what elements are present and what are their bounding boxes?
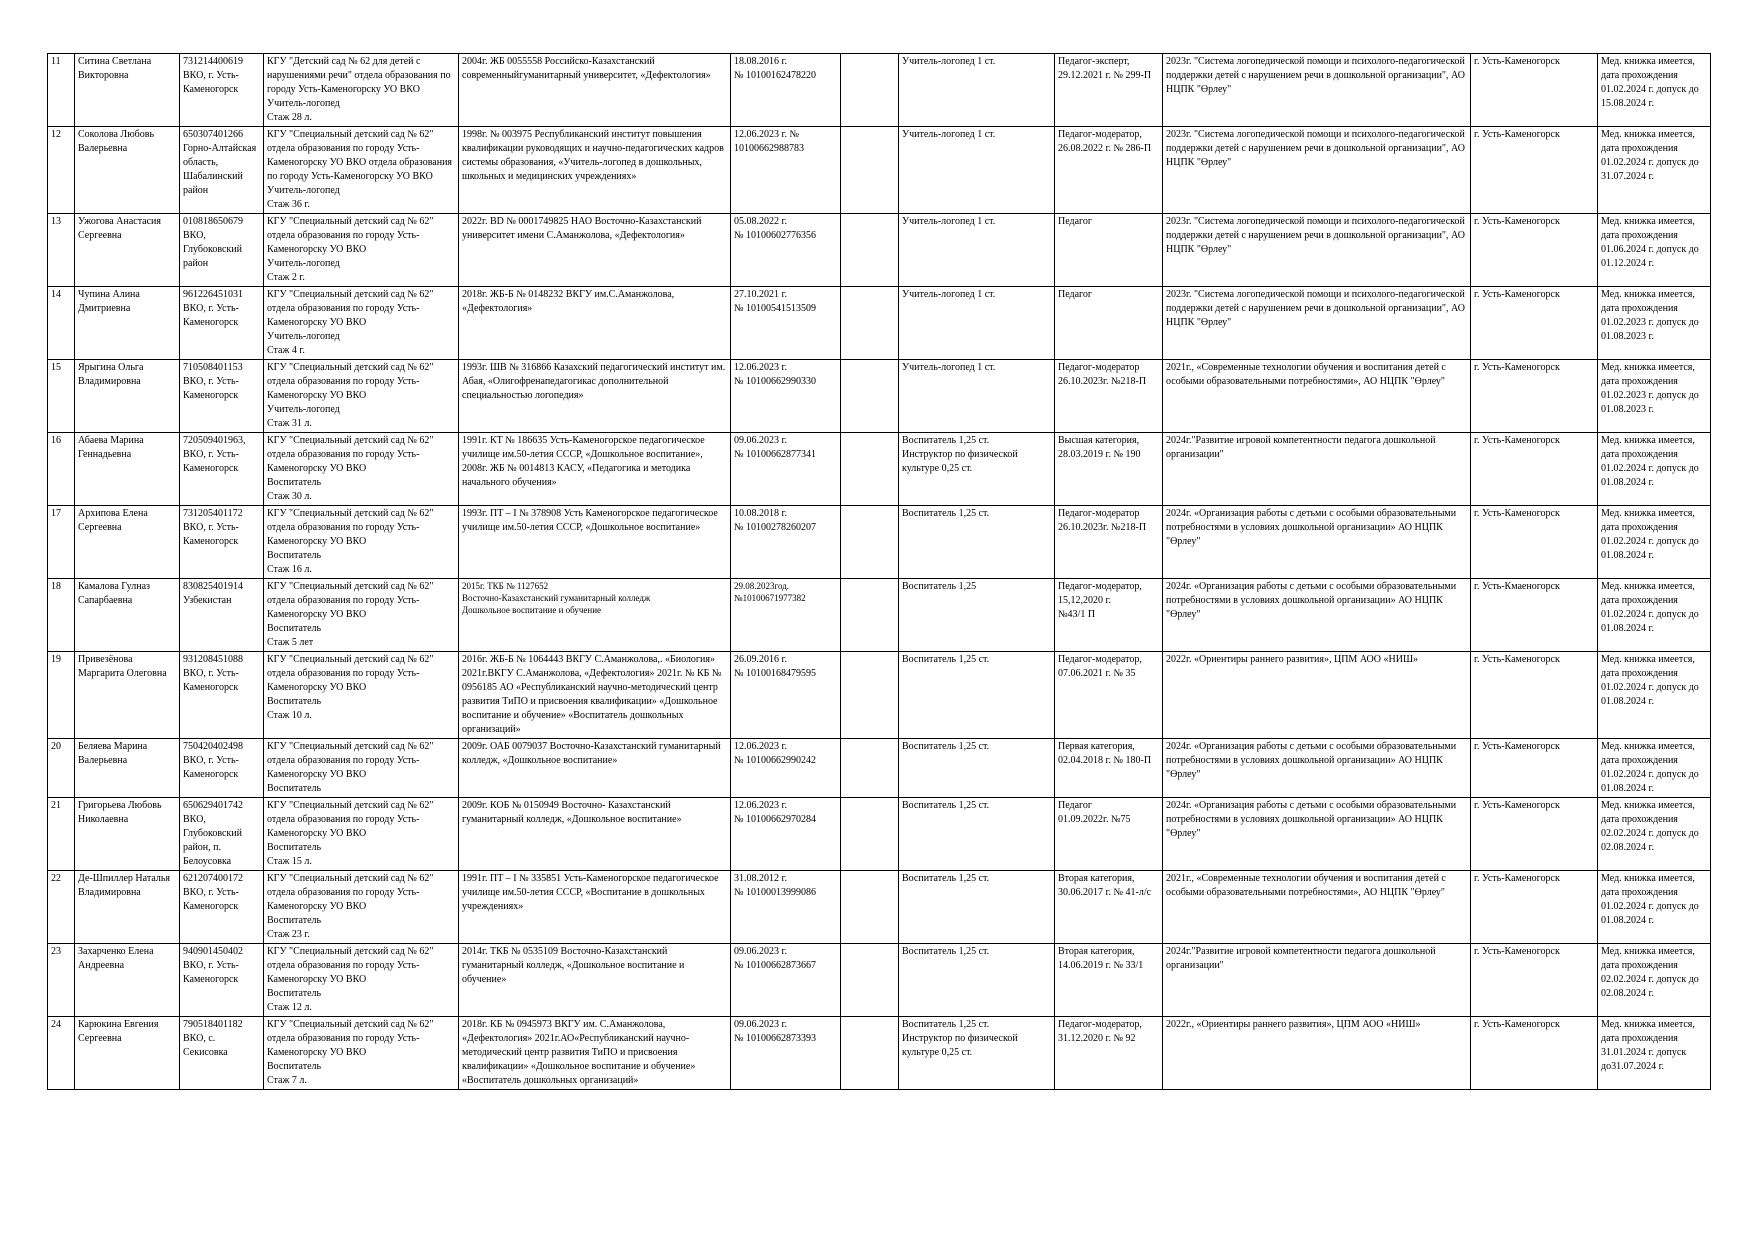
workplace-position-experience: КГУ "Специальный детский сад № 62" отдела образования по городу Усть-Каменогорску УО ВКО Воспитатель Стаж 10 л.: [264, 652, 459, 739]
education-diploma: 2022г. BD № 0001749825 НАО Восточно-Казахстанский университет имени С.Аманжолова, «Дефектология»: [459, 214, 731, 287]
professional-courses: 2022г. «Ориентиры раннего развития», ЦПМ АОО «НИШ»: [1163, 652, 1471, 739]
qualification-category: Педагог-модератор, 26.08.2022 г. № 286-П: [1055, 127, 1163, 214]
medical-book: Мед. книжка имеется, дата прохождения 01.02.2024 г. допуск до 01.08.2024 г.: [1598, 506, 1711, 579]
workplace-position-experience: КГУ "Специальный детский сад № 62" отдела образования по городу Усть-Каменогорску УО ВКО Воспитатель Стаж 16 л.: [264, 506, 459, 579]
education-diploma: 1993г. ПТ – I № 378908 Усть Каменогорское педагогическое училище им.50-летия СССР, «Дошкольное воспитание»: [459, 506, 731, 579]
empty-cell: [841, 739, 899, 798]
workplace-position-experience: КГУ "Специальный детский сад № 62" отдела образования по городу Усть-Каменогорску УО ВКО Воспитатель Стаж 12 л.: [264, 944, 459, 1017]
iin-birthplace: 940901450402 ВКО, г. Усть-Каменогорск: [180, 944, 264, 1017]
education-diploma: 2018г. КБ № 0945973 ВКГУ им. С.Аманжолова, «Дефектология» 2021г.АО«Республиканский научно-методический центр развития ТиПО и присвоения квалификации» «Дошкольное воспитание и обучение» «Воспитатель дошкольных организаций»: [459, 1017, 731, 1090]
empty-cell: [841, 433, 899, 506]
workplace-position-experience: КГУ "Специальный детский сад № 62" отдела образования по городу Усть-Каменогорску УО ВКО Воспитатель Стаж 23 г.: [264, 871, 459, 944]
professional-courses: 2024г. «Организация работы с детьми с особыми образовательными потребностями в условиях дошкольной организации» АО НЦПК "Өрлеу": [1163, 579, 1471, 652]
certificate-number: 12.06.2023 г. № 10100662988783: [731, 127, 841, 214]
table-row: [48, 54, 1711, 127]
iin-birthplace: 830825401914 Узбекистан: [180, 579, 264, 652]
workplace-position-experience: КГУ "Специальный детский сад № 62" отдела образования по городу Усть-Каменогорску УО ВКО Учитель-логопед Стаж 31 л.: [264, 360, 459, 433]
table-row: [48, 127, 1711, 214]
empty-cell: [841, 360, 899, 433]
employee-name: Григорьева Любовь Николаевна: [75, 798, 180, 871]
row-number: 23: [48, 944, 75, 1017]
table-row: [48, 798, 1711, 871]
table-row: [48, 579, 1711, 652]
employee-name: Чупина Алина Дмитриевна: [75, 287, 180, 360]
staff-rate: Воспитатель 1,25 ст. Инструктор по физической культуре 0,25 ст.: [899, 433, 1055, 506]
staff-rate: Учитель-логопед 1 ст.: [899, 287, 1055, 360]
empty-cell: [841, 287, 899, 360]
staff-rate: Воспитатель 1,25 ст.: [899, 739, 1055, 798]
medical-book: Мед. книжка имеется, дата прохождения 01.02.2024 г. допуск до 15.08.2024 г.: [1598, 54, 1711, 127]
certificate-number: 18.08.2016 г. № 10100162478220: [731, 54, 841, 127]
city: г. Усть-Каменогорск: [1471, 739, 1598, 798]
qualification-category: Первая категория, 02.04.2018 г. № 180-П: [1055, 739, 1163, 798]
row-number: 14: [48, 287, 75, 360]
staff-rate: Учитель-логопед 1 ст.: [899, 127, 1055, 214]
row-number: 24: [48, 1017, 75, 1090]
certificate-number: 27.10.2021 г. № 10100541513509: [731, 287, 841, 360]
row-number: 21: [48, 798, 75, 871]
professional-courses: 2023г. "Система логопедической помощи и психолого-педагогической поддержки детей с нарушением речи в дошкольной организации", АО НЦПК "Өрлеу": [1163, 287, 1471, 360]
qualification-category: Педагог-модератор, 07.06.2021 г. № 35: [1055, 652, 1163, 739]
certificate-number: 12.06.2023 г. № 10100662990330: [731, 360, 841, 433]
education-diploma: 2018г. ЖБ-Б № 0148232 ВКГУ им.С.Аманжолова, «Дефектология»: [459, 287, 731, 360]
row-number: 18: [48, 579, 75, 652]
empty-cell: [841, 54, 899, 127]
employee-name: Ситина Светлана Викторовна: [75, 54, 180, 127]
certificate-number: 09.06.2023 г. № 10100662873393: [731, 1017, 841, 1090]
empty-cell: [841, 1017, 899, 1090]
city: г. Усть-Каменогорск: [1471, 798, 1598, 871]
education-diploma: 1991г. КТ № 186635 Усть-Каменогорское педагогическое училище им.50-летия СССР, «Дошкольное воспитание», 2008г. ЖБ № 0014813 КАСУ, «Педагогика и методика начального обучения»: [459, 433, 731, 506]
certificate-number: 09.06.2023 г. № 10100662877341: [731, 433, 841, 506]
certificate-number: 31.08.2012 г. № 10100013999086: [731, 871, 841, 944]
workplace-position-experience: КГУ "Специальный детский сад № 62" отдела образования по городу Усть-Каменогорску УО ВКО Воспитатель: [264, 739, 459, 798]
city: г. Усть-Каменогорск: [1471, 127, 1598, 214]
medical-book: Мед. книжка имеется, дата прохождения 31.01.2024 г. допуск до31.07.2024 г.: [1598, 1017, 1711, 1090]
workplace-position-experience: КГУ "Специальный детский сад № 62" отдела образования по городу Усть-Каменогорску УО ВКО Учитель-логопед Стаж 4 г.: [264, 287, 459, 360]
professional-courses: 2024г."Развитие игровой компетентности педагога дошкольной организации": [1163, 433, 1471, 506]
city: г. Усть-Каменогорск: [1471, 360, 1598, 433]
education-diploma: 2009г. ОАБ 0079037 Восточно-Казахстанский гуманитарный колледж, «Дошкольное воспитание»: [459, 739, 731, 798]
certificate-number: 09.06.2023 г. № 10100662873667: [731, 944, 841, 1017]
qualification-category: Педагог: [1055, 214, 1163, 287]
professional-courses: 2021г., «Современные технологии обучения и воспитания детей с особыми образовательными потребностями», АО НЦПК "Өрлеу": [1163, 360, 1471, 433]
medical-book: Мед. книжка имеется, дата прохождения 01.02.2024 г. допуск до 01.08.2024 г.: [1598, 739, 1711, 798]
empty-cell: [841, 652, 899, 739]
professional-courses: 2021г., «Современные технологии обучения и воспитания детей с особыми образовательными потребностями», АО НЦПК "Өрлеу": [1163, 871, 1471, 944]
professional-courses: 2024г."Развитие игровой компетентности педагога дошкольной организации": [1163, 944, 1471, 1017]
qualification-category: Вторая категория, 14.06.2019 г. № 33/1: [1055, 944, 1163, 1017]
qualification-category: Педагог-модератор 26.10.2023г. №218-П: [1055, 506, 1163, 579]
row-number: 19: [48, 652, 75, 739]
medical-book: Мед. книжка имеется, дата прохождения 01.02.2024 г. допуск до 31.07.2024 г.: [1598, 127, 1711, 214]
staff-table-body: [48, 54, 1711, 1090]
empty-cell: [841, 506, 899, 579]
empty-cell: [841, 127, 899, 214]
workplace-position-experience: КГУ "Специальный детский сад № 62" отдела образования по городу Усть-Каменогорску УО ВКО Воспитатель Стаж 30 л.: [264, 433, 459, 506]
qualification-category: Педагог: [1055, 287, 1163, 360]
certificate-number: 29.08.2023год. №10100671977382: [731, 579, 841, 652]
iin-birthplace: 650307401266 Горно-Алтайская область, Шабалинский район: [180, 127, 264, 214]
iin-birthplace: 010818650679 ВКО, Глубоковский район: [180, 214, 264, 287]
education-diploma: 2014г. ТКБ № 0535109 Восточно-Казахстанский гуманитарный колледж, «Дошкольное воспитание и обучение»: [459, 944, 731, 1017]
workplace-position-experience: КГУ "Специальный детский сад № 62" отдела образования по городу Усть-Каменогорску УО ВКО Воспитатель Стаж 5 лет: [264, 579, 459, 652]
certificate-number: 12.06.2023 г. № 10100662990242: [731, 739, 841, 798]
table-row: [48, 739, 1711, 798]
education-diploma: 2016г. ЖБ-Б № 1064443 ВКГУ С.Аманжолова,. «Биология» 2021г.ВКГУ С.Аманжолова, «Дефектология» 2021г. № КБ № 0956185 АО «Республиканский научно-методический центр развития ТиПО и присвоения квалификации» «Дошкольное воспитание и обучение» «Воспитатель дошкольных организаций»: [459, 652, 731, 739]
staff-rate: Учитель-логопед 1 ст.: [899, 360, 1055, 433]
certificate-number: 10.08.2018 г. № 10100278260207: [731, 506, 841, 579]
city: г. Усть-Кмаеногорск: [1471, 579, 1598, 652]
iin-birthplace: 731205401172 ВКО, г. Усть-Каменогорск: [180, 506, 264, 579]
qualification-category: Педагог-модератор, 15,12,2020 г. №43/1 П: [1055, 579, 1163, 652]
staff-rate: Учитель-логопед 1 ст.: [899, 214, 1055, 287]
row-number: 20: [48, 739, 75, 798]
medical-book: Мед. книжка имеется, дата прохождения 01.06.2024 г. допуск до 01.12.2024 г.: [1598, 214, 1711, 287]
empty-cell: [841, 798, 899, 871]
certificate-number: 26.09.2016 г. № 10100168479595: [731, 652, 841, 739]
professional-courses: 2024г. «Организация работы с детьми с особыми образовательными потребностями в условиях дошкольной организации» АО НЦПК "Өрлеу": [1163, 798, 1471, 871]
row-number: 11: [48, 54, 75, 127]
employee-name: Ярыгина Ольга Владимировна: [75, 360, 180, 433]
employee-name: Карюкина Евгения Сергеевна: [75, 1017, 180, 1090]
table-row: [48, 360, 1711, 433]
workplace-position-experience: КГУ "Специальный детский сад № 62" отдела образования по городу Усть-Каменогорску УО ВКО отдела образования по городу Усть-Каменогорску УО ВКО Учитель-логопед Стаж 36 г.: [264, 127, 459, 214]
city: г. Усть-Каменогорск: [1471, 652, 1598, 739]
empty-cell: [841, 214, 899, 287]
certificate-number: 05.08.2022 г. № 10100602776356: [731, 214, 841, 287]
employee-name: Захарченко Елена Андреевна: [75, 944, 180, 1017]
medical-book: Мед. книжка имеется, дата прохождения 01.02.2024 г. допуск до 01.08.2024 г.: [1598, 433, 1711, 506]
staff-rate: Воспитатель 1,25 ст. Инструктор по физической культуре 0,25 ст.: [899, 1017, 1055, 1090]
city: г. Усть-Каменогорск: [1471, 287, 1598, 360]
staff-rate: Воспитатель 1,25 ст.: [899, 652, 1055, 739]
city: г. Усть-Каменогорск: [1471, 433, 1598, 506]
row-number: 22: [48, 871, 75, 944]
employee-name: Соколова Любовь Валерьевна: [75, 127, 180, 214]
workplace-position-experience: КГУ "Детский сад № 62 для детей с нарушениями речи" отдела образования по городу Усть-Каменогорску УО ВКО Учитель-логопед Стаж 28 л.: [264, 54, 459, 127]
iin-birthplace: 731214400619 ВКО, г. Усть-Каменогорск: [180, 54, 264, 127]
empty-cell: [841, 871, 899, 944]
education-diploma: 1991г. ПТ – I № 335851 Усть-Каменогорское педагогическое училище им.50-летия СССР, «Воспитание в дошкольных учреждениях»: [459, 871, 731, 944]
medical-book: Мед. книжка имеется, дата прохождения 02.02.2024 г. допуск до 02.08.2024 г.: [1598, 944, 1711, 1017]
table-row: [48, 214, 1711, 287]
city: г. Усть-Каменогорск: [1471, 944, 1598, 1017]
staff-rate: Воспитатель 1,25: [899, 579, 1055, 652]
row-number: 16: [48, 433, 75, 506]
iin-birthplace: 720509401963, ВКО, г. Усть-Каменогорск: [180, 433, 264, 506]
medical-book: Мед. книжка имеется, дата прохождения 01.02.2024 г. допуск до 01.08.2024 г.: [1598, 579, 1711, 652]
medical-book: Мед. книжка имеется, дата прохождения 01.02.2024 г. допуск до 01.08.2024 г.: [1598, 871, 1711, 944]
medical-book: Мед. книжка имеется, дата прохождения 01.02.2023 г. допуск до 01.08.2023 г.: [1598, 360, 1711, 433]
row-number: 15: [48, 360, 75, 433]
staff-rate: Учитель-логопед 1 ст.: [899, 54, 1055, 127]
employee-name: Камалова Гулназ Сапарбаевна: [75, 579, 180, 652]
city: г. Усть-Каменогорск: [1471, 54, 1598, 127]
medical-book: Мед. книжка имеется, дата прохождения 02.02.2024 г. допуск до 02.08.2024 г.: [1598, 798, 1711, 871]
empty-cell: [841, 944, 899, 1017]
table-row: [48, 871, 1711, 944]
iin-birthplace: 650629401742 ВКО, Глубоковский район, п. Белоусовка: [180, 798, 264, 871]
table-row: [48, 506, 1711, 579]
medical-book: Мед. книжка имеется, дата прохождения 01.02.2024 г. допуск до 01.08.2024 г.: [1598, 652, 1711, 739]
qualification-category: Высшая категория, 28.03.2019 г. № 190: [1055, 433, 1163, 506]
workplace-position-experience: КГУ "Специальный детский сад № 62" отдела образования по городу Усть-Каменогорску УО ВКО Воспитатель Стаж 7 л.: [264, 1017, 459, 1090]
employee-name: Беляева Марина Валерьевна: [75, 739, 180, 798]
medical-book: Мед. книжка имеется, дата прохождения 01.02.2023 г. допуск до 01.08.2023 г.: [1598, 287, 1711, 360]
employee-name: Де-Шпиллер Наталья Владимировна: [75, 871, 180, 944]
education-diploma: 1993г. ШВ № 316866 Казахский педагогический институт им. Абая, «Олигофренапедагогикас дополнительной специальностью логопедия»: [459, 360, 731, 433]
iin-birthplace: 961226451031 ВКО, г. Усть-Каменогорск: [180, 287, 264, 360]
row-number: 12: [48, 127, 75, 214]
professional-courses: 2023г. "Система логопедической помощи и психолого-педагогической поддержки детей с нарушением речи в дошкольной организации", АО НЦПК "Өрлеу": [1163, 54, 1471, 127]
staff-table: [47, 53, 1711, 1090]
row-number: 13: [48, 214, 75, 287]
workplace-position-experience: КГУ "Специальный детский сад № 62" отдела образования по городу Усть-Каменогорску УО ВКО Воспитатель Стаж 15 л.: [264, 798, 459, 871]
qualification-category: Педагог-модератор, 31.12.2020 г. № 92: [1055, 1017, 1163, 1090]
table-row: [48, 1017, 1711, 1090]
employee-name: Ужогова Анастасия Сергеевна: [75, 214, 180, 287]
iin-birthplace: 621207400172 ВКО, г. Усть-Каменогорск: [180, 871, 264, 944]
education-diploma: 2015г. ТКБ № 1127652 Восточно-Казахстанский гуманитарный колледж Дошкольное воспитание и обучение: [459, 579, 731, 652]
education-diploma: 1998г. № 003975 Республиканский институт повышения квалификации руководящих и научно-педагогических кадров системы образования, «Учитель-логопед в дошкольных, школьных и медицинских учреждениях»: [459, 127, 731, 214]
professional-courses: 2023г. "Система логопедической помощи и психолого-педагогической поддержки детей с нарушением речи в дошкольной организации", АО НЦПК "Өрлеу": [1163, 214, 1471, 287]
professional-courses: 2022г., «Ориентиры раннего развития», ЦПМ АОО «НИШ»: [1163, 1017, 1471, 1090]
row-number: 17: [48, 506, 75, 579]
staff-table-sheet: [47, 53, 1710, 1090]
iin-birthplace: 710508401153 ВКО, г. Усть-Каменогорск: [180, 360, 264, 433]
table-row: [48, 287, 1711, 360]
qualification-category: Педагог 01.09.2022г. №75: [1055, 798, 1163, 871]
iin-birthplace: 790518401182 ВКО, с. Секисовка: [180, 1017, 264, 1090]
table-row: [48, 652, 1711, 739]
employee-name: Привезёнова Маргарита Олеговна: [75, 652, 180, 739]
city: г. Усть-Каменогорск: [1471, 214, 1598, 287]
iin-birthplace: 750420402498 ВКО, г. Усть-Каменогорск: [180, 739, 264, 798]
staff-rate: Воспитатель 1,25 ст.: [899, 798, 1055, 871]
employee-name: Абаева Марина Геннадьевна: [75, 433, 180, 506]
workplace-position-experience: КГУ "Специальный детский сад № 62" отдела образования по городу Усть-Каменогорску УО ВКО Учитель-логопед Стаж 2 г.: [264, 214, 459, 287]
table-row: [48, 944, 1711, 1017]
city: г. Усть-Каменогорск: [1471, 506, 1598, 579]
professional-courses: 2024г. «Организация работы с детьми с особыми образовательными потребностями в условиях дошкольной организации» АО НЦПК "Өрлеу": [1163, 739, 1471, 798]
qualification-category: Вторая категория, 30.06.2017 г. № 41-л/с: [1055, 871, 1163, 944]
staff-rate: Воспитатель 1,25 ст.: [899, 871, 1055, 944]
qualification-category: Педагог-эксперт, 29.12.2021 г. № 299-П: [1055, 54, 1163, 127]
empty-cell: [841, 579, 899, 652]
professional-courses: 2024г. «Организация работы с детьми с особыми образовательными потребностями в условиях дошкольной организации» АО НЦПК "Өрлеу": [1163, 506, 1471, 579]
education-diploma: 2004г. ЖБ 0055558 Российско-Казахстанский современныйгуманитарный университет, «Дефектология»: [459, 54, 731, 127]
qualification-category: Педагог-модератор 26.10.2023г. №218-П: [1055, 360, 1163, 433]
certificate-number: 12.06.2023 г. № 10100662970284: [731, 798, 841, 871]
city: г. Усть-Каменогорск: [1471, 871, 1598, 944]
education-diploma: 2009г. КОБ № 0150949 Восточно- Казахстанский гуманитарный колледж, «Дошкольное воспитание»: [459, 798, 731, 871]
iin-birthplace: 931208451088 ВКО, г. Усть-Каменогорск: [180, 652, 264, 739]
table-row: [48, 433, 1711, 506]
staff-rate: Воспитатель 1,25 ст.: [899, 506, 1055, 579]
city: г. Усть-Каменогорск: [1471, 1017, 1598, 1090]
professional-courses: 2023г. "Система логопедической помощи и психолого-педагогической поддержки детей с нарушением речи в дошкольной организации", АО НЦПК "Өрлеу": [1163, 127, 1471, 214]
employee-name: Архипова Елена Сергеевна: [75, 506, 180, 579]
staff-rate: Воспитатель 1,25 ст.: [899, 944, 1055, 1017]
